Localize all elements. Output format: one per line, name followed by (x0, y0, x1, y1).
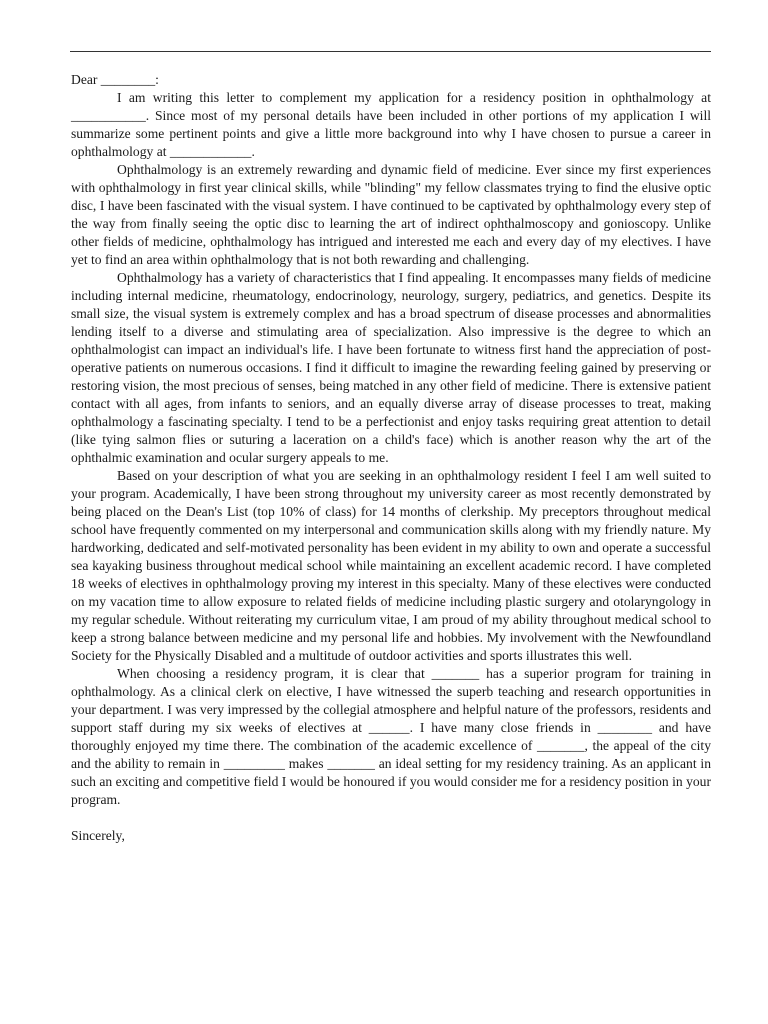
salutation: Dear ________: (71, 72, 159, 87)
header-rule (70, 51, 711, 52)
paragraph-introduction: I am writing this letter to complement my application for a residency position in ophthalmology at ___________. Since most of my personal details have been included in other portions of my application I will summarize some pertinent points and give a little more background into why I have chosen to pursue a career in ophthalmology at ____________. (71, 90, 711, 159)
paragraph-specialty-characteristics: Ophthalmology has a variety of characteristics that I find appealing. It encompasses many fields of medicine including internal medicine, rheumatology, endocrinology, neurology, surgery, pediatrics, and genetics. Despite its small size, the visual system is extremely complex and has a broad spectrum of disease processes and abnormalities lending itself to a diverse and stimulating area of specialization. Also impressive is the degree to which an ophthalmologist can impact an individual's life. I have been fortunate to witness first hand the appreciation of post-operative patients on numerous occasions. I find it difficult to imagine the rewarding feeling gained by preserving or restoring vision, the most precious of senses, being matched in any other field of medicine. There is extensive patient contact with all ages, from infants to seniors, and an equally diverse array of disease processes to treat, making ophthalmology a fascinating specialty. I tend to be a perfectionist and enjoy tasks requiring great attention to detail (like tying salmon flies or suturing a laceration on a child's face) which is another reason why the art of the ophthalmic examination and ocular surgery appeals to me. (71, 270, 711, 465)
paragraph-qualifications: Based on your description of what you are seeking in an ophthalmology resident I feel I am well suited to your program. Academically, I have been strong throughout my university career as most recently demonstrated by being placed on the Dean's List (top 10% of class) for 14 months of clerkship. My preceptors throughout medical school have frequently commented on my interpersonal and communication skills along with my friendly nature. My hardworking, dedicated and self-motivated personality has been evident in my ability to own and operate a successful sea kayaking business throughout medical school while maintaining an excellent academic record. I have completed 18 weeks of electives in ophthalmology proving my interest in this specialty. Many of these electives were conducted on my vacation time to allow exposure to related fields of medicine including plastic surgery and otolaryngology in my regular schedule. Without reiterating my curriculum vitae, I am proud of my ability throughout medical school to keep a strong balance between medicine and my personal life and hobbies. My involvement with the Newfoundland Society for the Physically Disabled and a multitude of outdoor activities and sports illustrates this well. (71, 468, 711, 663)
closing: Sincerely, (71, 828, 125, 843)
paragraph-field-interest: Ophthalmology is an extremely rewarding and dynamic field of medicine. Ever since my first experiences with ophthalmology in first year clinical skills, while "blinding" my fellow classmates trying to find the elusive optic disc, I have been fascinated with the visual system. I have continued to be captivated by ophthalmology every step of the way from finally seeing the optic disc to learning the art of indirect ophthalmoscopy and gonioscopy. Unlike other fields of medicine, ophthalmology has intrigued and interested me each and every day of my electives. I have yet to find an area within ophthalmology that is not both rewarding and challenging. (71, 162, 711, 267)
paragraph-program-choice: When choosing a residency program, it is clear that _______ has a superior program for training in ophthalmology. As a clinical clerk on elective, I have witnessed the superb teaching and research opportunities in your department. I was very impressed by the collegial atmosphere and helpful nature of the professors, residents and support staff during my six weeks of electives at ______. I have many close friends in ________ and have thoroughly enjoyed my time there. The combination of the academic excellence of _______, the appeal of the city and the ability to remain in _________ makes _______ an ideal setting for my residency training. As an applicant in such an exciting and competitive field I would be honoured if you would consider me for a residency position in your program. (71, 666, 711, 807)
cover-letter (71, 71, 711, 845)
